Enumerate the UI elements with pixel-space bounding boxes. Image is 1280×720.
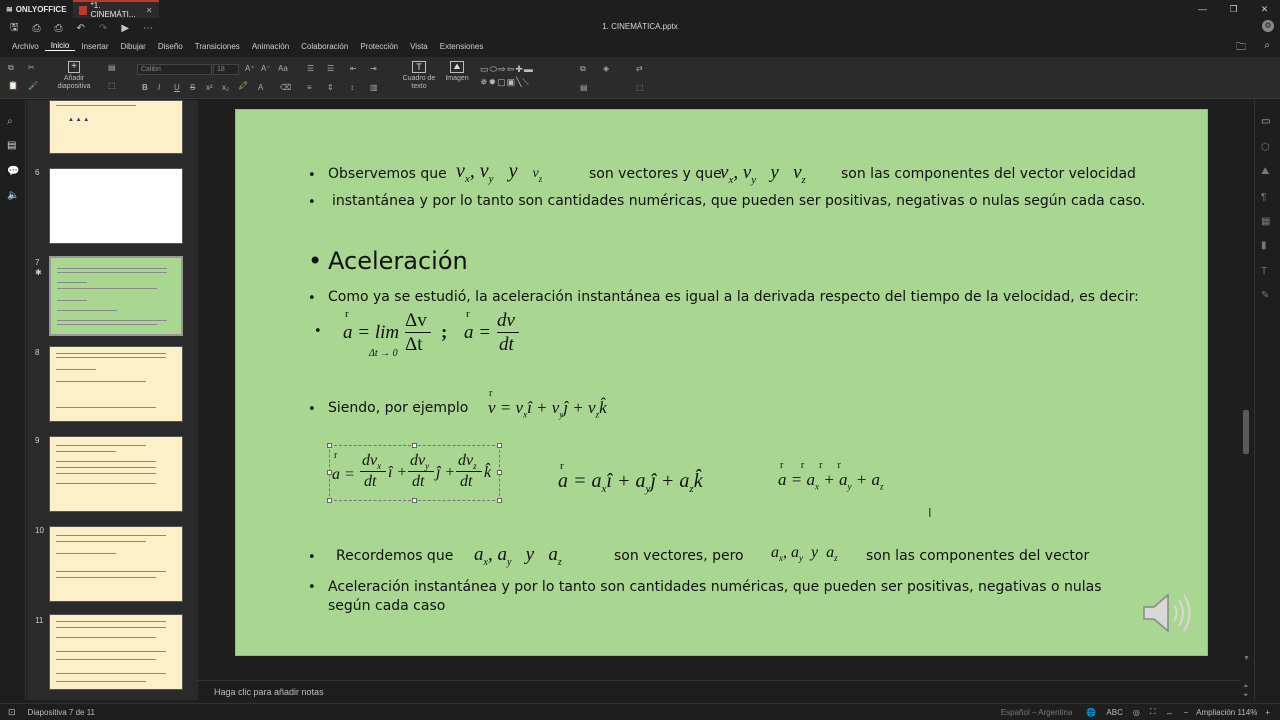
print-icon[interactable]: ⎙ <box>32 22 41 34</box>
line-spacing-icon[interactable]: ↕ <box>350 83 354 92</box>
format-painter-icon[interactable]: 🖌 <box>28 81 39 90</box>
spellcheck-icon[interactable]: ABC <box>1106 707 1123 717</box>
shape-fill-icon[interactable]: ◈ <box>603 64 610 73</box>
start-slideshow-icon[interactable]: ▶ <box>121 22 130 34</box>
slide-line-5c: son las componentes del vector <box>866 548 1090 564</box>
text-box-button[interactable] <box>400 61 438 91</box>
arrange-icon[interactable]: ⧉ <box>580 64 586 73</box>
slide-counter: Diapositiva 7 de 11 <box>27 707 95 717</box>
close-window-button[interactable]: ✕ <box>1260 4 1269 14</box>
slides-panel-icon[interactable]: ▤ <box>7 140 17 151</box>
more-icon[interactable]: ⋯ <box>143 22 154 34</box>
slide-thumbnail-8[interactable] <box>49 346 183 422</box>
increase-font-icon[interactable]: A⁺ <box>245 64 255 73</box>
underline-icon[interactable]: U <box>174 83 180 92</box>
bullet-5: • <box>314 324 322 339</box>
text-cursor-icon: I <box>928 506 932 520</box>
slide-thumbnail-9[interactable] <box>49 436 183 512</box>
menu-vista[interactable]: Vista <box>410 41 428 51</box>
next-slide-icon[interactable]: ⏷ <box>1243 692 1249 699</box>
minus-shape-icon[interactable]: ▬ <box>523 64 534 74</box>
arrow-shape-icon[interactable]: ⇨ <box>498 64 507 74</box>
paragraph-settings-icon[interactable]: ¶ <box>1261 192 1267 203</box>
bullet-4: • <box>308 291 316 306</box>
select-all-icon[interactable]: ⬚ <box>108 81 116 90</box>
bold-icon[interactable]: B <box>142 83 148 92</box>
minimize-button[interactable]: — <box>1198 4 1207 14</box>
speaker-icon[interactable] <box>1142 591 1192 635</box>
document-tab[interactable] <box>73 0 159 18</box>
vertical-align-icon[interactable]: ⇕ <box>327 83 334 92</box>
text-box-label: Cuadro de texto <box>402 75 436 90</box>
menu-archivo[interactable]: Archivo <box>12 41 39 51</box>
slide-number-10: 10 <box>35 526 44 535</box>
superscript-icon[interactable]: x² <box>206 83 213 92</box>
italic-icon[interactable]: I <box>158 83 161 92</box>
bullet-1: • <box>308 168 316 183</box>
audio-icon[interactable]: 🔈 <box>7 190 20 201</box>
velocity-vectors-formula: $v_x$, $v_y$ y $v_z$ <box>456 160 543 185</box>
open-file-location-icon[interactable]: 🗀 <box>1236 42 1246 53</box>
increase-indent-icon[interactable]: ⇥ <box>370 64 377 73</box>
menu-animacion[interactable]: Animación <box>251 41 290 51</box>
numbering-icon[interactable]: ☰ <box>327 64 335 73</box>
right-sidebar <box>1254 100 1280 700</box>
slide-number-6: 6 <box>35 168 40 177</box>
text-box-icon: T <box>412 61 426 73</box>
bullet-3: • <box>308 247 323 275</box>
slide-line-1a: Observemos que <box>328 166 447 182</box>
quick-access-toolbar <box>0 19 1280 37</box>
slide-thumbnail-6[interactable] <box>49 168 183 244</box>
bullet-2: • <box>308 195 316 210</box>
title-bar <box>0 0 1280 18</box>
decrease-font-icon[interactable]: A⁻ <box>261 64 271 73</box>
paste-icon[interactable]: 📋 <box>8 81 18 90</box>
menu-transiciones[interactable]: Transiciones <box>194 41 240 51</box>
image-settings-icon[interactable]: ⛰ <box>1261 166 1270 177</box>
replace-icon[interactable]: ⇄ <box>636 64 643 73</box>
restore-button[interactable]: ❐ <box>1229 4 1238 14</box>
close-tab-icon[interactable]: ✕ <box>145 5 153 15</box>
select-objects-icon[interactable]: ⬚ <box>636 83 644 92</box>
star-shape-icon[interactable]: ✵ <box>480 77 489 87</box>
slide-thumbnails-panel <box>27 100 192 700</box>
slide-thumbnail-11[interactable] <box>49 614 183 690</box>
slide-thumbnail-7[interactable] <box>49 256 183 336</box>
strikethrough-icon[interactable]: S <box>190 83 196 92</box>
app-brand <box>0 5 73 14</box>
quick-print-icon[interactable]: ⎙ <box>54 22 63 34</box>
menu-bar <box>0 38 1280 54</box>
menu-insertar[interactable]: Insertar <box>81 41 109 51</box>
align-left-icon[interactable]: ≡ <box>307 83 312 92</box>
highlight-icon[interactable]: 🖍 <box>238 81 249 90</box>
speech-shape-icon[interactable]: ▣ <box>506 77 517 87</box>
signature-settings-icon[interactable]: ✎ <box>1261 290 1270 301</box>
slideshow-toggle-icon[interactable]: ⊡ <box>8 706 16 717</box>
bullet-6: • <box>308 402 316 417</box>
decrease-indent-icon[interactable]: ⇤ <box>350 64 357 73</box>
scrollbar-thumb[interactable] <box>1243 410 1249 454</box>
bullet-8: • <box>308 580 316 595</box>
table-settings-icon[interactable]: ▦ <box>1261 216 1271 227</box>
save-icon[interactable]: 🖫 <box>10 21 19 33</box>
font-size-select[interactable]: 18 <box>213 64 239 75</box>
prev-slide-icon[interactable]: ⏶ <box>1243 683 1249 690</box>
search-icon[interactable]: ⌕ <box>1264 40 1270 51</box>
slide-settings-icon[interactable]: ▭ <box>1261 116 1271 127</box>
change-case-icon[interactable]: Aa <box>278 64 288 73</box>
slide-scrollbar[interactable] <box>1241 110 1251 670</box>
layout-icon[interactable]: ▤ <box>108 63 116 72</box>
zoom-level: Ampliación 114% <box>1196 707 1258 717</box>
shapes-gallery[interactable] <box>480 63 572 91</box>
presentation-file-icon <box>79 6 87 15</box>
bullet-7: • <box>308 550 316 565</box>
slide-number-11: 11 <box>35 616 44 625</box>
menu-diseno[interactable]: Diseño <box>157 41 183 51</box>
burst-shape-icon[interactable]: ✹ <box>488 77 498 87</box>
font-color-icon[interactable]: A <box>258 83 264 92</box>
language-indicator[interactable]: Español – Argentina <box>1000 707 1073 717</box>
copy-icon[interactable]: ⧉ <box>8 63 14 72</box>
zoom-in-icon[interactable]: + <box>1265 707 1270 717</box>
bullets-icon[interactable]: ☰ <box>307 64 315 73</box>
ribbon-toolbar <box>0 57 1280 99</box>
slide-number-7: 7 <box>35 258 40 267</box>
document-title: 1. CINEMÁTICA.pptx <box>602 22 678 31</box>
slide-line-6: Aceleración instantánea y por lo tanto son cantidades numéricas, que pueden ser positivas, negativas o nulas según cada caso <box>328 579 1102 614</box>
cut-icon[interactable]: ✂ <box>28 63 35 72</box>
fit-slide-icon[interactable]: ⛶ <box>1149 707 1156 716</box>
notes-placeholder: Haga clic para añadir notas <box>214 687 324 697</box>
slide-line-5b: son vectores, pero <box>614 548 744 564</box>
comments-icon[interactable]: 💬 <box>7 166 20 177</box>
menu-proteccion[interactable]: Protección <box>360 41 399 51</box>
left-sidebar <box>0 100 26 700</box>
star-animation-icon: ✱ <box>35 268 42 277</box>
menu-extensiones[interactable]: Extensiones <box>439 41 484 51</box>
rectangle-shape-icon[interactable]: ▭ <box>480 64 490 74</box>
status-bar <box>0 703 1280 720</box>
notes-area[interactable] <box>198 680 1240 702</box>
redo-icon[interactable]: ↷ <box>98 22 108 34</box>
search-panel-icon[interactable]: ⌕ <box>7 116 13 127</box>
slide-line-2: instantánea y por lo tanto son cantidades numéricas, que pueden ser positivas, negativas o nulas según cada caso. <box>332 193 1146 209</box>
chart-settings-icon[interactable]: ▮ <box>1261 240 1267 251</box>
callout-shape-icon[interactable]: ▢ <box>497 77 507 87</box>
slide-line-3: Como ya se estudió, la aceleración instantánea es igual a la derivada respecto del tiempo de la velocidad, es decir: <box>328 289 1139 305</box>
plus-shape-icon[interactable]: ✚ <box>515 64 524 74</box>
language-icon[interactable]: 🌐 <box>1086 707 1097 717</box>
add-slide-icon: + <box>68 61 80 73</box>
onlyoffice-logo-icon: ≋ <box>6 4 13 14</box>
zoom-out-icon[interactable]: − <box>1183 707 1189 717</box>
columns-icon[interactable]: ▥ <box>370 83 378 92</box>
accessibility-icon[interactable]: ◎ <box>1132 707 1140 717</box>
slide-line-4: Siendo, por ejemplo <box>328 400 469 416</box>
image-button[interactable] <box>442 61 472 83</box>
text-art-settings-icon[interactable]: T <box>1261 266 1268 277</box>
slide-thumbnail-10[interactable] <box>49 526 183 602</box>
user-avatar[interactable]: ⚙ <box>1262 20 1274 32</box>
clear-style-icon[interactable]: ⌫ <box>280 83 292 92</box>
shape-settings-icon[interactable]: ⬡ <box>1261 142 1270 153</box>
font-name-select[interactable]: Calibri <box>137 64 212 75</box>
add-slide-label: Añadir diapositiva <box>57 75 91 90</box>
ellipse-shape-icon[interactable]: ⬭ <box>489 64 499 74</box>
slide-line-1b: son vectores y que <box>589 166 722 182</box>
fit-width-icon[interactable]: ↔ <box>1165 707 1174 717</box>
left-arrow-shape-icon[interactable]: ⇦ <box>506 64 516 74</box>
add-slide-button[interactable] <box>54 61 94 91</box>
image-icon: ⛰ <box>450 61 464 73</box>
slide-number-9: 9 <box>35 436 40 445</box>
document-tab-label: *1. CINEMÁTI... <box>90 1 136 19</box>
velocity-components-formula: $v_x$, $v_y$ y $v_z$ <box>720 162 806 186</box>
line-shape-icon[interactable]: ╲ <box>516 77 523 87</box>
undo-icon[interactable]: ↶ <box>76 22 85 34</box>
brand-label: ONLYOFFICE <box>15 4 67 14</box>
slide-thumbnail-5[interactable]: ▲ ▲ ▲ <box>49 100 183 154</box>
slide-heading: Aceleración <box>328 247 468 275</box>
acceleration-scalar-components: $a_x$, $a_y$ y $a_z$ <box>771 544 838 564</box>
scroll-down-icon[interactable]: ▼ <box>1243 655 1250 662</box>
slide-line-1c: son las componentes del vector velocidad <box>841 166 1136 182</box>
current-slide[interactable]: • Observemos que $v_x$, $v_y$ y $v_z$ son vectores y que $v_x$, $v_y$ y $v_z$ son las componentes del vector velocidad • instantánea y por lo tanto son cantidades numéricas, que pueden ser positivas, negativas o nulas según cada caso. • Aceleración • Como ya se estudió, la aceleración instantánea es igual a la derivada respecto del tiempo de la velocidad, es decir: • r a = lim Δt → 0 Δv Δt ; r a = dv dt • Siendo, por ejemplo r $v = v_xî$ + $v_yĵ$ + $v_zk̂$ r a = $dv_x$ dt î + $dv_y$ dt ĵ + $dv_z$ dt k̂ r $a = a_xî$ + $a_yĵ$ + $a_zk̂$ r r r r $a = a_x + a_y + a_z$ I • Recordemos que $a_x$, $a_y$ y $a_z$ son vectores, pero $a_x$, $a_y$ y $a_z$ son las componentes del vector • Aceleración instantánea y por lo tanto son cantidades numéricas, que pueden ser positivas, negativas o nulas según cada caso <box>235 109 1208 656</box>
slide-line-5a: Recordemos que <box>336 548 454 564</box>
subscript-icon[interactable]: x₂ <box>222 83 230 92</box>
slide-number-8: 8 <box>35 348 40 357</box>
menu-dibujar[interactable]: Dibujar <box>120 41 146 51</box>
window-controls <box>1187 0 1280 18</box>
menu-colaboracion[interactable]: Colaboración <box>301 41 349 51</box>
align-shape-icon[interactable]: ▤ <box>580 83 588 92</box>
connector-shape-icon[interactable]: ⟍ <box>522 77 530 87</box>
menu-inicio[interactable]: Inicio <box>45 41 76 51</box>
image-label: Imagen <box>445 75 469 82</box>
